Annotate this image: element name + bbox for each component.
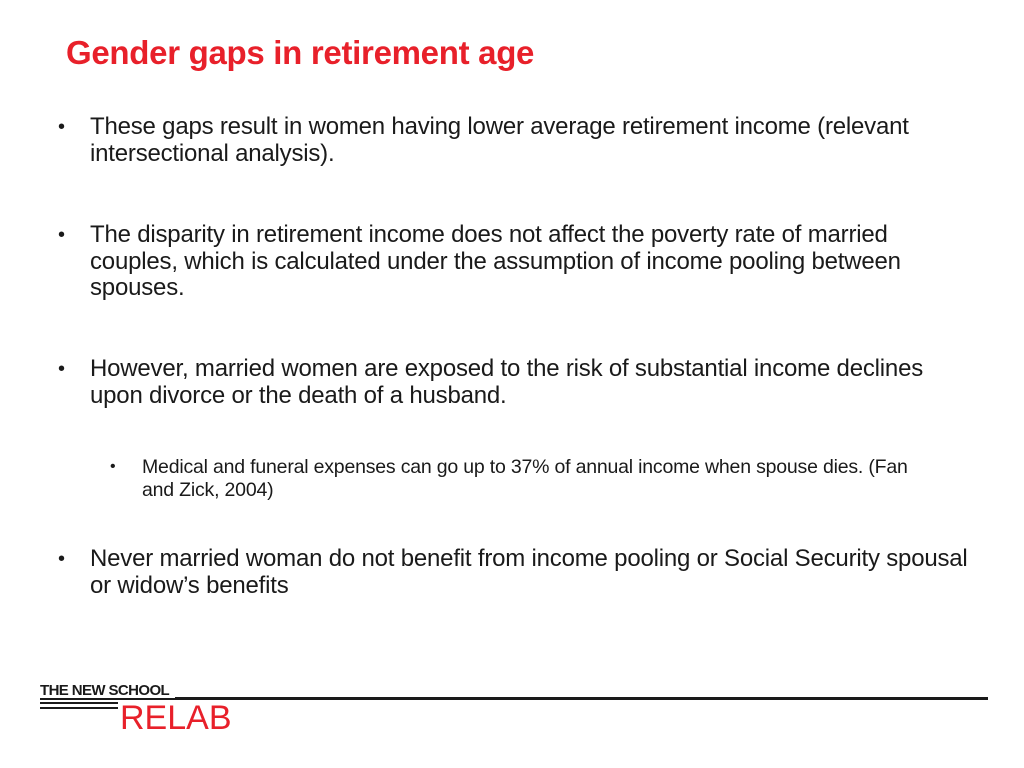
bullet-marker: • <box>58 358 66 380</box>
bullet-marker: • <box>58 116 66 138</box>
bullet-item <box>56 546 980 599</box>
sub-bullet-text: Medical and funeral expenses can go up to 37% of annual income when spouse dies. (Fan and Zick, 2004) <box>142 456 908 501</box>
bullet-item <box>56 114 980 167</box>
slide-title: Gender gaps in retirement age <box>66 34 535 71</box>
bullet-item <box>56 356 980 409</box>
bullet-item <box>56 222 980 302</box>
bullet-text: These gaps result in women having lower average retirement income (relevant intersectional analysis). <box>90 113 909 167</box>
logo-rule <box>40 702 118 704</box>
new-school-relab-logo <box>40 683 280 743</box>
logo-wordmark-bottom: RELAB <box>120 699 232 737</box>
bullet-marker: • <box>110 458 116 475</box>
bullet-text: Never married woman do not benefit from income pooling or Social Security spousal or widow’s benefits <box>90 545 968 599</box>
bullet-marker: • <box>58 548 66 570</box>
logo-wordmark-top: THE NEW SCHOOL <box>40 683 175 698</box>
bullet-marker: • <box>58 224 66 246</box>
sub-bullet-item <box>106 456 942 501</box>
bullet-text: The disparity in retirement income does not affect the poverty rate of married couples, which is calculated under the assumption of income pooling between spouses. <box>90 221 901 301</box>
bullet-text: However, married women are exposed to the risk of substantial income declines upon divorce or the death of a husband. <box>90 355 924 409</box>
logo-rule <box>40 707 118 709</box>
